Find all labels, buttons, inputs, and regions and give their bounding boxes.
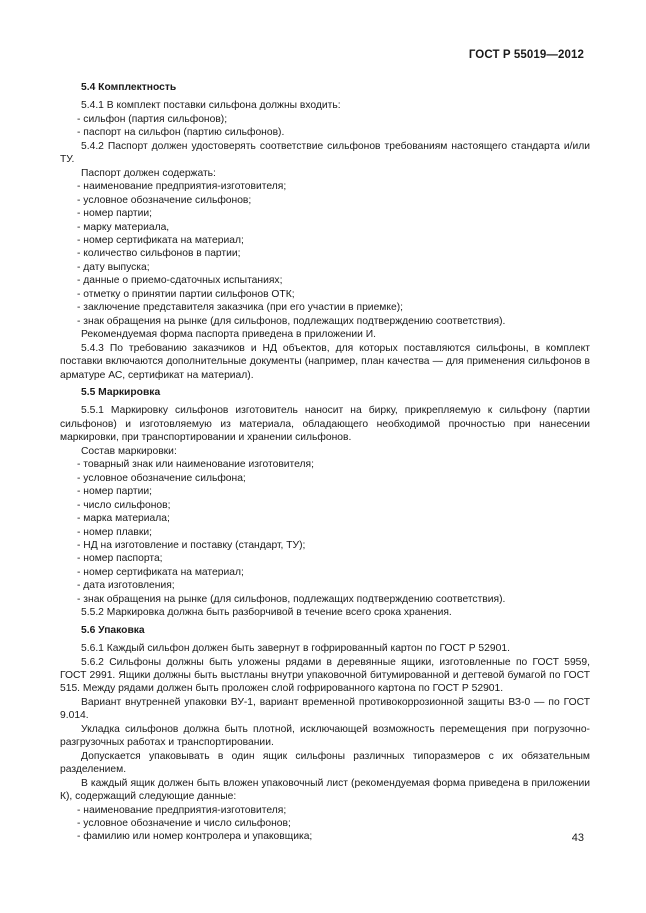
paragraph: 5.4.2 Паспорт должен удостоверять соответствие сильфонов требованиям настоящего стандарта и/или ТУ. <box>60 140 590 166</box>
section-heading: 5.6 Упаковка <box>81 624 145 636</box>
list-item: - отметку о принятии партии сильфонов ОТК; <box>77 288 295 300</box>
standard-header: ГОСТ Р 55019—2012 <box>468 49 584 61</box>
list-item: - сильфон (партия сильфонов); <box>77 113 228 125</box>
section-heading: 5.4 Комплектность <box>81 82 177 93</box>
list-item: - номер сертификата на материал; <box>77 234 244 246</box>
paragraph: Укладка сильфонов должна быть плотной, исключающей возможность перемещения при погрузочно-разгрузочных работах и транспортировании. <box>60 723 590 749</box>
paragraph: 5.6.2 Сильфоны должны быть уложены рядами в деревянные ящики, изготовленные по ГОСТ 5959, ГОСТ 2991. Ящики должны быть выстланы внутри упаковочной битумированной и дегтевой бумагой по ГОСТ 515. Между рядами должен быть проложен слой гофрированного картона по ГОСТ Р 52901. <box>60 656 590 695</box>
paragraph: 5.5.1 Маркировку сильфонов изготовитель наносит на бирку, прикрепляемую к сильфону (партии сильфонов) и изготовляемую из материала, обладающего необходимой прочностью при нанесении маркировки, при транспортировании и хранении сильфонов. <box>60 405 590 444</box>
paragraph: Паспорт должен содержать: <box>81 167 216 179</box>
list-item: - дата изготовления; <box>77 580 175 592</box>
page-number: 43 <box>571 832 584 844</box>
list-item: - фамилию или номер контролера и упаковщика; <box>77 831 313 843</box>
list-item: - данные о приемо-сдаточных испытаниях; <box>77 275 283 287</box>
page-body <box>60 80 590 844</box>
list-item: - дату выпуска; <box>77 261 150 273</box>
list-item: - номер паспорта; <box>77 553 163 565</box>
list-item: - знак обращения на рынке (для сильфонов, подлежащих подтверждению соответствия). <box>77 315 506 327</box>
list-item: - знак обращения на рынке (для сильфонов, подлежащих подтверждению соответствия). <box>77 593 506 605</box>
list-item: - НД на изготовление и поставку (стандарт, ТУ); <box>77 539 306 551</box>
list-item: - наименование предприятия-изготовителя; <box>77 181 287 193</box>
paragraph: Вариант внутренней упаковки ВУ-1, вариант временной противокоррозионной защиты ВЗ-0 — по ГОСТ 9.014. <box>60 696 590 722</box>
paragraph: 5.4.3 По требованию заказчиков и НД объектов, для которых поставляются сильфоны, в комплект поставки включаются дополнительные документы (например, план качества — для применения сильфонов в арматуре АС, сертификат на материал). <box>60 342 590 381</box>
paragraph: 5.5.2 Маркировка должна быть разборчивой в течение всего срока хранения. <box>81 607 452 619</box>
list-item: - условное обозначение сильфона; <box>77 472 246 484</box>
list-item: - число сильфонов; <box>77 499 171 511</box>
list-item: - товарный знак или наименование изготовителя; <box>77 459 314 471</box>
list-item: - условное обозначение и число сильфонов; <box>77 818 291 830</box>
list-item: - номер сертификата на материал; <box>77 566 244 578</box>
list-item: - марка материала; <box>77 513 170 525</box>
list-item: - номер плавки; <box>77 526 152 538</box>
list-item: - паспорт на сильфон (партию сильфонов). <box>77 127 285 139</box>
list-item: - наименование предприятия-изготовителя; <box>77 804 287 816</box>
list-item: - марку материала, <box>77 221 170 233</box>
list-item: - условное обозначение сильфонов; <box>77 194 252 206</box>
paragraph: 5.4.1 В комплект поставки сильфона должны входить: <box>81 100 341 112</box>
paragraph: Состав маркировки: <box>81 445 177 457</box>
list-item: - номер партии; <box>77 208 152 220</box>
list-item: - количество сильфонов в партии; <box>77 248 241 260</box>
paragraph: Рекомендуемая форма паспорта приведена в приложении И. <box>81 329 376 341</box>
paragraph: Допускается упаковывать в один ящик сильфоны различных типоразмеров с их обязательным разделением. <box>60 750 590 776</box>
section-heading: 5.5 Маркировка <box>81 386 161 398</box>
paragraph: 5.6.1 Каждый сильфон должен быть завернут в гофрированный картон по ГОСТ Р 52901. <box>81 643 510 655</box>
list-item: - номер партии; <box>77 486 152 498</box>
paragraph: В каждый ящик должен быть вложен упаковочный лист (рекомендуемая форма приведена в приложении К), содержащий следующие данные: <box>60 777 590 803</box>
list-item: - заключение представителя заказчика (при его участии в приемке); <box>77 302 404 314</box>
